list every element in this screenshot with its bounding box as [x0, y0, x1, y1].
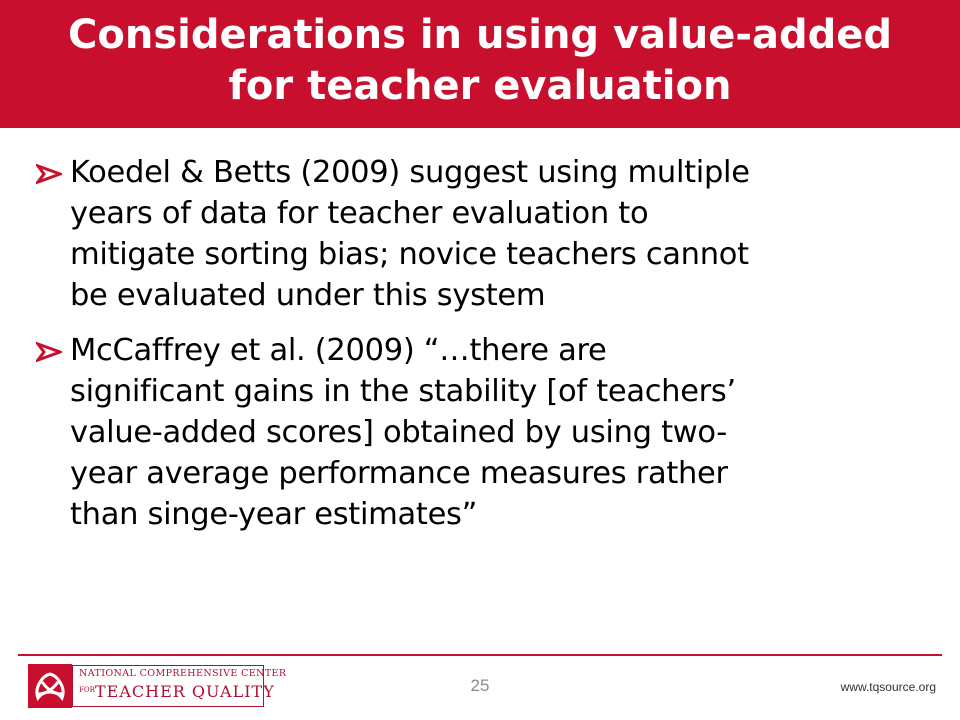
bullet-text: [70, 152, 936, 316]
tq-center-logo: [28, 664, 287, 708]
bullet-text: [70, 330, 936, 535]
website-url[interactable]: www.tqsource.org: [840, 680, 936, 694]
slide-title-line: for teacher evaluation: [228, 63, 732, 109]
title-bar: [0, 0, 960, 128]
bullet-line: be evaluated under this system: [70, 278, 546, 313]
knot-logo-icon: [28, 664, 72, 708]
bullet-line: McCaffrey et al. (2009) “…there are: [70, 333, 607, 368]
bullet-line: year average performance measures rather: [70, 456, 728, 491]
bullet-line: mitigate sorting bias; novice teachers cannot: [70, 237, 749, 272]
logo-text-line1: NATIONAL COMPREHENSIVE CENTER: [79, 668, 287, 679]
logo-text-line2: TEACHER QUALITY: [95, 682, 275, 701]
slide-title-line: Considerations in using value-added: [68, 12, 892, 58]
bullet-item: [36, 330, 936, 535]
bullet-line: years of data for teacher evaluation to: [70, 196, 649, 231]
slide-title: [20, 10, 940, 112]
right-arrow-bullet-icon: [36, 342, 62, 362]
bullet-line: value-added scores] obtained by using two-: [70, 415, 728, 450]
bullet-list: [36, 152, 936, 549]
bullet-line: Koedel & Betts (2009) suggest using multiple: [70, 155, 750, 190]
logo-wordmark: [72, 665, 287, 707]
page-number: 25: [470, 676, 490, 695]
right-arrow-bullet-icon: [36, 164, 62, 184]
logo-text-for: FOR: [79, 686, 95, 694]
bullet-line: than singe-year estimates”: [70, 497, 478, 532]
footer-divider: [18, 654, 942, 656]
bullet-item: [36, 152, 936, 316]
bullet-line: significant gains in the stability [of teachers’: [70, 374, 736, 409]
